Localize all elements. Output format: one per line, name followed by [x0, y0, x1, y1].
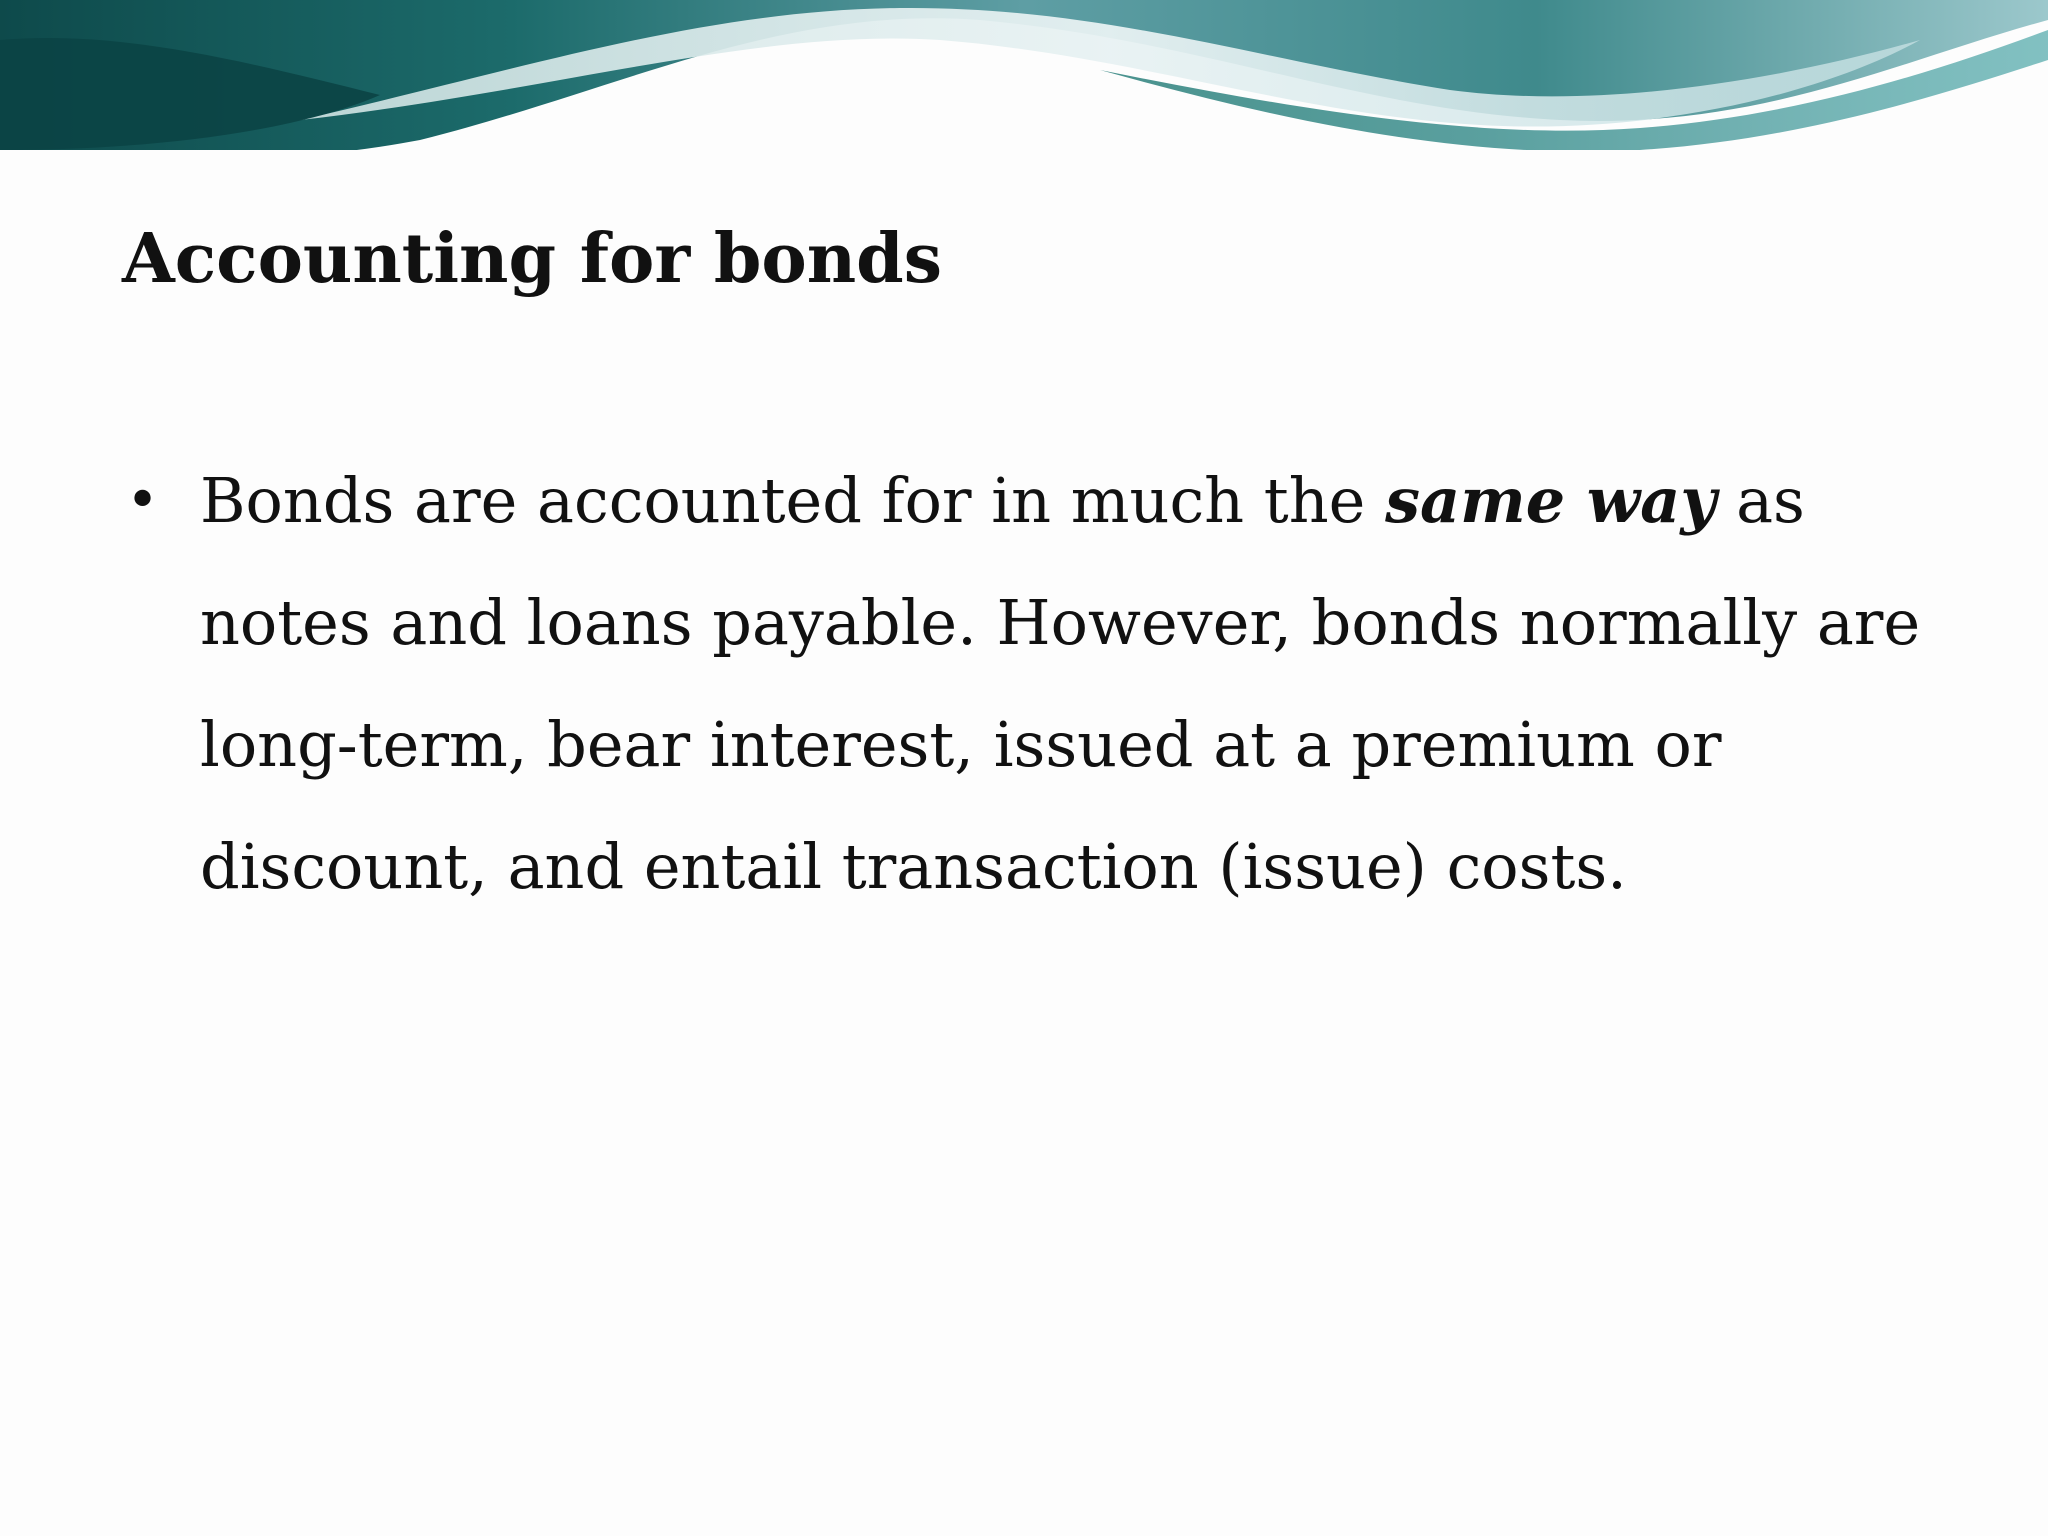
bullet-text: as: [1716, 464, 1805, 537]
bullet-line-3: long-term, bear interest, issued at a premium or: [200, 708, 1722, 781]
bullet-icon: •: [126, 468, 160, 533]
emphasis-text: same way: [1385, 464, 1717, 537]
slide-title: Accounting for bonds: [122, 219, 942, 299]
bullet-text: Bonds are accounted for in much the: [200, 464, 1386, 537]
wave-header-decoration: [0, 0, 2048, 170]
bullet-line-4: discount, and entail transaction (issue) costs.: [200, 830, 1627, 903]
bullet-line-1: [200, 440, 1922, 562]
bullet-line-2: notes and loans payable. However, bonds normally are: [200, 586, 1921, 659]
bullet-list: [122, 440, 1922, 928]
list-item: [122, 440, 1922, 928]
